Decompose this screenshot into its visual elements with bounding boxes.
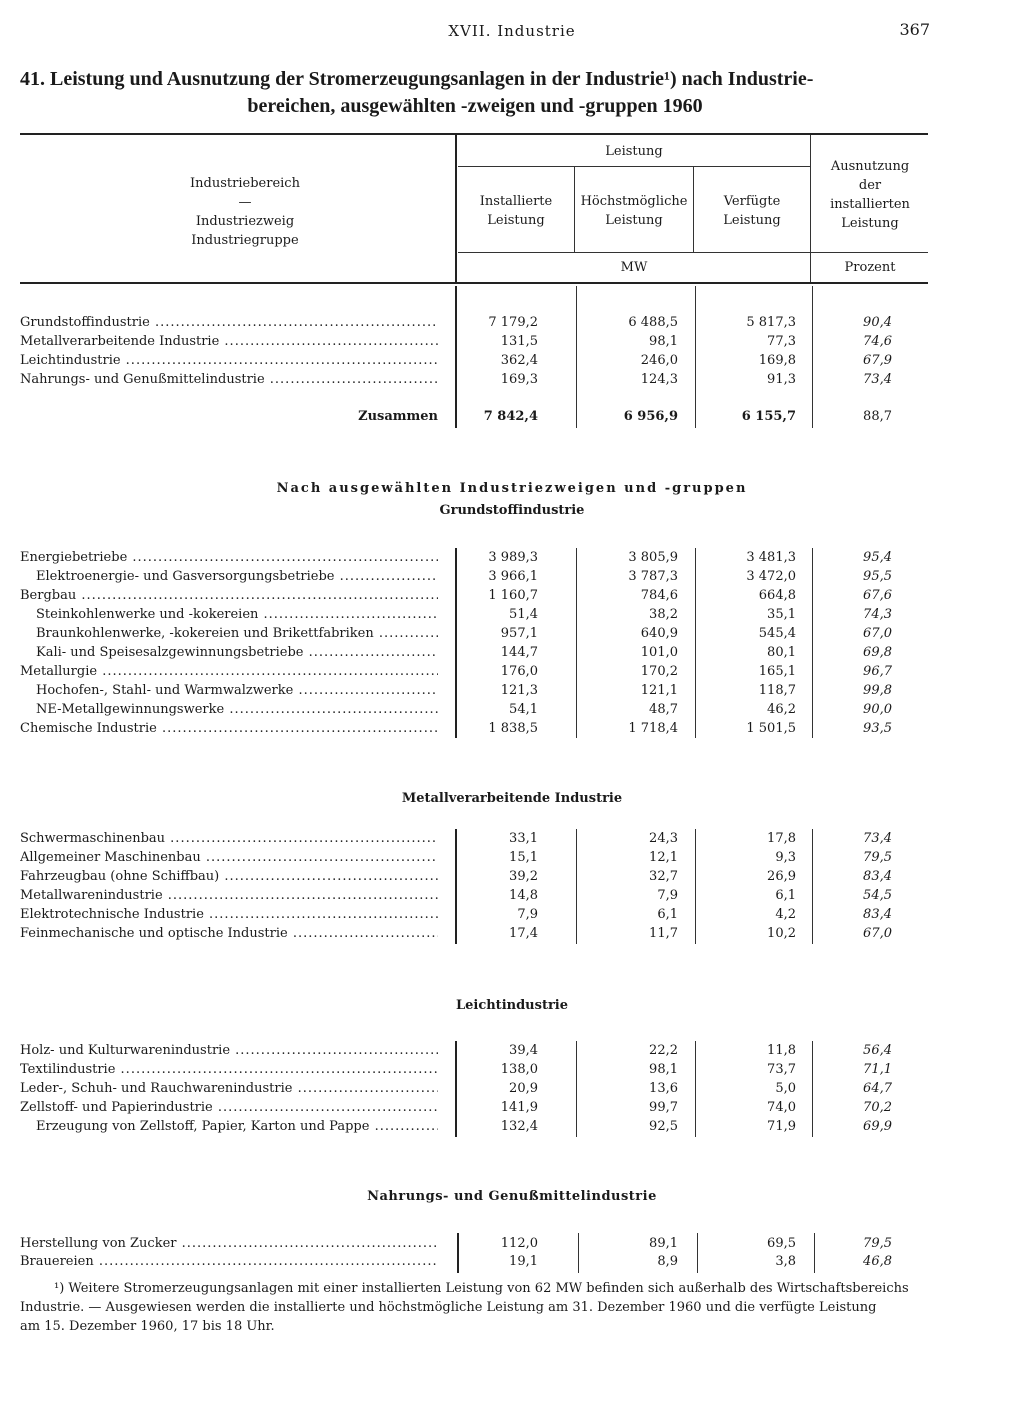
table-row: Erzeugung von Zellstoff, Papier, Karton und Pappe ..... 132,4 92,5 71,9 69,9 (20, 1117, 900, 1136)
subsection-heading: Metallverarbeitende Industrie (401, 791, 623, 806)
col-header-ausnutzung: Ausnutzung der installierten Leistung (830, 159, 910, 231)
table-row: Allgemeiner Maschinenbau ..... 15,1 12,1 9,3 79,5 (20, 848, 900, 867)
unit-rule (458, 252, 928, 253)
unit-mw: MW (620, 260, 648, 275)
table-row: Grundstoffindustrie ..... 7 179,2 6 488,5 5 817,3 90,4 (20, 313, 900, 332)
section-heading: Nach ausgewählten Industriezweigen und -gruppen (276, 481, 748, 496)
running-head: XVII. Industrie (448, 22, 576, 40)
table-row: Schwermaschinenbau ..... 33,1 24,3 17,8 73,4 (20, 829, 900, 848)
subsection-heading: Grundstoffindustrie (439, 503, 585, 518)
table-row: Zellstoff- und Papierindustrie ..... 141,9 99,7 74,0 70,2 (20, 1098, 900, 1117)
table-row: NE-Metallgewinnungswerke ..... 54,1 48,7 46,2 90,0 (20, 700, 900, 719)
table-row: Chemische Industrie ..... 1 838,5 1 718,4 1 501,5 93,5 (20, 719, 900, 738)
table-row: Nahrungs- und Genußmittelindustrie ..... 169,3 124,3 91,3 73,4 (20, 370, 900, 389)
table-title (20, 66, 930, 120)
table-row: Elektrotechnische Industrie ..... 7,9 6,1 4,2 83,4 (20, 905, 900, 924)
table-row: Metallwarenindustrie ..... 14,8 7,9 6,1 54,5 (20, 886, 900, 905)
table-row: Bergbau ..... 1 160,7 784,6 664,8 67,6 (20, 586, 900, 605)
col-header-installiert: Installierte Leistung (479, 194, 553, 228)
stub-header: Industriebereich — Industriezweig Industriegruppe (190, 176, 300, 248)
group-rule (458, 166, 810, 167)
table-row: Hochofen-, Stahl- und Warmwalzwerke ..... 121,3 121,1 118,7 99,8 (20, 681, 900, 700)
table-row: Elektroenergie- und Gasversorgungsbetriebe ..... 3 966,1 3 787,3 3 472,0 95,5 (20, 567, 900, 586)
table-row: Steinkohlenwerke und -kokereien ..... 51,4 38,2 35,1 74,3 (20, 605, 900, 624)
table-row: Fahrzeugbau (ohne Schiffbau) ..... 39,2 32,7 26,9 83,4 (20, 867, 900, 886)
table-row: Brauereien ..... 19,1 8,9 3,8 46,8 (20, 1252, 900, 1271)
total-row: Zusammen 7 842,4 6 956,9 6 155,7 88,7 (358, 409, 892, 424)
table-row: Feinmechanische und optische Industrie ..... 17,4 11,7 10,2 67,0 (20, 924, 900, 943)
subsection-heading: Leichtindustrie (455, 998, 569, 1013)
title-line-2: bereichen, ausgewählten -zweigen und -gruppen 1960 (247, 95, 703, 117)
col-header-verfuegt: Verfügte Leistung (723, 194, 781, 228)
table-row: Kali- und Speisesalzgewinnungsbetriebe ..... 144,7 101,0 80,1 69,8 (20, 643, 900, 662)
col-header-hoechstmoeglich: Höchstmögliche Leistung (580, 194, 688, 228)
title-line-1: 41. Leistung und Ausnutzung der Stromerzeugungsanlagen in der Industrie¹) nach Industrie- (20, 68, 814, 90)
table-row: Metallverarbeitende Industrie ..... 131,5 98,1 77,3 74,6 (20, 332, 900, 351)
table-row: Leder-, Schuh- und Rauchwarenindustrie ..... 20,9 13,6 5,0 64,7 (20, 1079, 900, 1098)
group-header-leistung: Leistung (605, 144, 663, 159)
table-row: Holz- und Kulturwarenindustrie ..... 39,4 22,2 11,8 56,4 (20, 1041, 900, 1060)
table-row: Textilindustrie ..... 138,0 98,1 73,7 71,1 (20, 1060, 900, 1079)
table-row: Metallurgie ..... 176,0 170,2 165,1 96,7 (20, 662, 900, 681)
table-row: Braunkohlenwerke, -kokereien und Brikettfabriken ..... 957,1 640,9 545,4 67,0 (20, 624, 900, 643)
footnote-line-3: am 15. Dezember 1960, 17 bis 18 Uhr. (20, 1319, 275, 1334)
table-row: Herstellung von Zucker ..... 112,0 89,1 69,5 79,5 (20, 1234, 900, 1253)
footnote-line-1: ¹) Weitere Stromerzeugungsanlagen mit einer installierten Leistung von 62 MW befinden sich außerhalb des Wirtschaftsbereichs (54, 1281, 909, 1296)
table-row: Leichtindustrie ..... 362,4 246,0 169,8 67,9 (20, 351, 900, 370)
header-bottom-rule (20, 282, 928, 284)
page-number: 367 (899, 20, 930, 39)
subsection-heading: Nahrungs- und Genußmittelindustrie (367, 1189, 657, 1204)
header-top-rule (20, 133, 928, 135)
unit-prozent: Prozent (844, 260, 896, 275)
table-row: Energiebetriebe ..... 3 989,3 3 805,9 3 481,3 95,4 (20, 548, 900, 567)
footnote-line-2: Industrie. — Ausgewiesen werden die installierte und höchstmögliche Leistung am 31. Dezember 1960 und die verfügte Leistung (20, 1300, 877, 1315)
